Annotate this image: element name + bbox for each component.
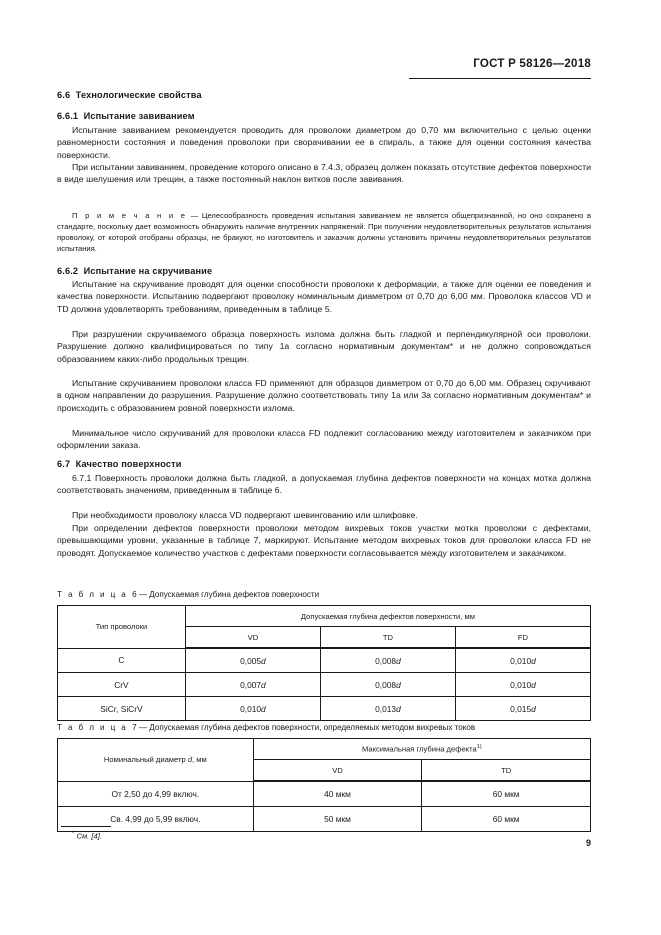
label-pre: Номинальный диаметр [103, 755, 188, 765]
table-row [58, 673, 591, 697]
table-6-cell-type: SiCr, SiCrV [58, 697, 186, 721]
table-row [58, 781, 591, 807]
table-6-subheader-td: TD [320, 627, 455, 649]
table-7-cell-diameter: От 2,50 до 4,99 включ. [58, 781, 254, 807]
table-6-cell-type: C [58, 648, 186, 673]
section-title: Испытание завиванием [83, 111, 195, 121]
section-heading-6-6-1 [57, 111, 195, 123]
footnote [72, 831, 102, 841]
section-heading-6-6 [57, 90, 202, 102]
footnote-separator-rule [61, 826, 111, 827]
unit-symbol: d [396, 655, 401, 666]
table-6-cell-fd [455, 697, 590, 721]
unit-symbol: d [531, 703, 536, 714]
table-7-head [58, 739, 591, 782]
section-number: 6.6.1 [57, 111, 79, 121]
unit-symbol: d [261, 703, 266, 714]
table-7-subheader-vd: VD [253, 760, 422, 782]
value: 0,015 [510, 703, 532, 714]
table-6-cell-td [320, 673, 455, 697]
paragraph-6-7-1-c: При определении дефектов поверхности проволоки методом вихревых токов участки мотка проволоки с дефектами, превышающими уровни, указанные в таблице 7, маркируют. Испытание методом вихревых токов для проволоки класса FD не проводят. Допускаемое количество участков с дефектами поверхности согласовывается между изготовителем и заказчиком. [57, 523, 591, 558]
group-label: Максимальная глубина дефекта [361, 744, 477, 754]
unit-symbol: d [396, 703, 401, 714]
table-6-cell-fd [455, 648, 590, 673]
table-7-cell-td: 60 мкм [422, 781, 591, 807]
table-caption-label: Т а б л и ц а [57, 723, 128, 732]
table-7-cell-td: 60 мкм [422, 807, 591, 832]
value: 0,010 [240, 703, 262, 714]
header-rule [409, 78, 591, 79]
note-text: — Целесообразность проведения испытания завиванием не является общепризнанной, но оно сохранено в стандарте, поскольку дает возможность обнаружить наличие внутренних напряжений. При получении неудовлетворительных результатов испытания проволоку, от которой отобраны образцы, не бракуют, но изготовитель и заказчик должны установить причины неудовлетворительных результатов испытания. [57, 211, 591, 254]
table-7-cell-vd: 50 мкм [253, 807, 422, 832]
section-title: Испытание на скручивание [83, 266, 213, 276]
table-6 [57, 605, 591, 721]
table-7-header-group [253, 739, 590, 760]
unit-symbol: d [396, 679, 401, 690]
note-6-6-1 [57, 210, 591, 254]
section-title: Качество поверхности [75, 459, 182, 469]
paragraph-6-6-1-b: При испытании завиванием, проведение которого описано в 7.4.3, образец должен показать отсутствие дефектов поверхности в виде шелушения или трещин, а также постоянный наклон витков после завивания. [57, 162, 591, 185]
paragraph-6-6-2-d: Минимальное число скручиваний для проволоки класса FD подлежит согласованию между изготовителем и заказчиком при оформлении заказа. [57, 428, 591, 451]
table-6-header-type: Тип проволоки [58, 606, 186, 649]
value: 0,013 [375, 703, 397, 714]
unit-symbol: d [531, 679, 536, 690]
value: 0,007 [240, 679, 262, 690]
section-title: Технологические свойства [75, 90, 202, 100]
table-row [58, 807, 591, 832]
section-number: 6.7 [57, 459, 71, 469]
table-caption-text: — Допускаемая глубина дефектов поверхности, определяемых методом вихревых токов [136, 723, 476, 732]
footnote-text: См. [4]. [76, 831, 102, 841]
table-6-subheader-vd: VD [185, 627, 320, 649]
section-number: 6.6.2 [57, 266, 79, 276]
symbol-d: d [187, 755, 193, 765]
table-caption-label: Т а б л и ц а [57, 590, 128, 599]
table-6-cell-vd [185, 697, 320, 721]
footnote-marker: * [72, 831, 75, 837]
table-row [58, 606, 591, 627]
value: 0,010 [510, 655, 532, 666]
section-number: 6.6 [57, 90, 71, 100]
paragraph-6-6-2-c: Испытание скручиванием проволоки класса FD применяют для образцов диаметром от 0,70 до 6,00 мм. Образец скручивают в одном направлении до разрушения. Разрушение должно соответствовать типу 1а или 3а согласно нормативным документам* и происходить с образованием ровной поверхности излома. [57, 378, 591, 413]
table-7-body [58, 781, 591, 832]
value: 0,005 [240, 655, 262, 666]
paragraph-6-6-2-a: Испытание на скручивание проводят для оценки способности проволоки к деформации, а также для оценки ее поведения и качества поверхности. Испытанию подвергают проволоку номинальным диаметром от 0,70 до 6,00 мм. Проволока классов VD и TD должна удовлетворять требованиям, приведенным в таблице 5. [57, 279, 591, 314]
table-7-subheader-td: TD [422, 760, 591, 782]
table-row [58, 648, 591, 673]
table-6-cell-vd [185, 673, 320, 697]
table-6-cell-td [320, 648, 455, 673]
paragraph-6-6-2-b: При разрушении скручиваемого образца поверхность излома должна быть гладкой и перпендикулярной оси проволоки. Разрушение должно квалифицироваться по типу 1а согласно нормативным документам* и не должно сопровождаться образованием каких-либо продольных трещин. [57, 329, 591, 364]
table-6-caption [57, 590, 319, 599]
paragraph-6-6-1-a: Испытание завиванием рекомендуется проводить для проволоки диаметром до 0,70 мм включительно с целью оценки равномерности состояния и поведения проволоки при сворачивании ее в спираль, а также для оценки состояния качества поверхности. [57, 125, 591, 160]
value: 0,008 [375, 679, 397, 690]
paragraph-6-7-1-b: При необходимости проволоку класса VD подвергают шевингованию или шлифовке. [72, 510, 418, 520]
table-6-body [58, 648, 591, 721]
table-6-head [58, 606, 591, 649]
unit-symbol: d [531, 655, 536, 666]
table-6-cell-vd [185, 648, 320, 673]
table-6-cell-td [320, 697, 455, 721]
table-6-cell-type: CrV [58, 673, 186, 697]
document-header-standard-code: ГОСТ Р 58126—2018 [473, 58, 591, 70]
value: 0,010 [510, 679, 532, 690]
table-7-caption [57, 723, 475, 732]
value: 0,008 [375, 655, 397, 666]
table-7-cell-vd: 40 мкм [253, 781, 422, 807]
table-7-header-diameter [58, 739, 254, 782]
section-heading-6-6-2 [57, 266, 212, 278]
footnote-marker: 1) [476, 744, 482, 751]
table-row [58, 697, 591, 721]
page-number: 9 [585, 838, 591, 848]
unit-symbol: d [261, 679, 266, 690]
table-6-cell-fd [455, 673, 590, 697]
table-caption-number: 7 [132, 723, 137, 732]
note-label: П р и м е ч а н и е [72, 211, 187, 220]
section-heading-6-7 [57, 459, 182, 471]
table-caption-text: — Допускаемая глубина дефектов поверхности [136, 590, 320, 599]
table-caption-number: 6 [132, 590, 137, 599]
table-6-header-group: Допускаемая глубина дефектов поверхности, мм [185, 606, 590, 627]
table-6-subheader-fd: FD [455, 627, 590, 649]
table-row [58, 739, 591, 760]
label-post: , мм [192, 755, 207, 765]
table-7 [57, 738, 591, 832]
table-7-cell-diameter: Св. 4,99 до 5,99 включ. [58, 807, 254, 832]
unit-symbol: d [261, 655, 266, 666]
paragraph-6-7-1-a: 6.7.1 Поверхность проволоки должна быть гладкой, а допускаемая глубина дефектов поверхности на концах мотка должна соответствовать значениям, приведенным в таблице 6. [57, 473, 591, 496]
